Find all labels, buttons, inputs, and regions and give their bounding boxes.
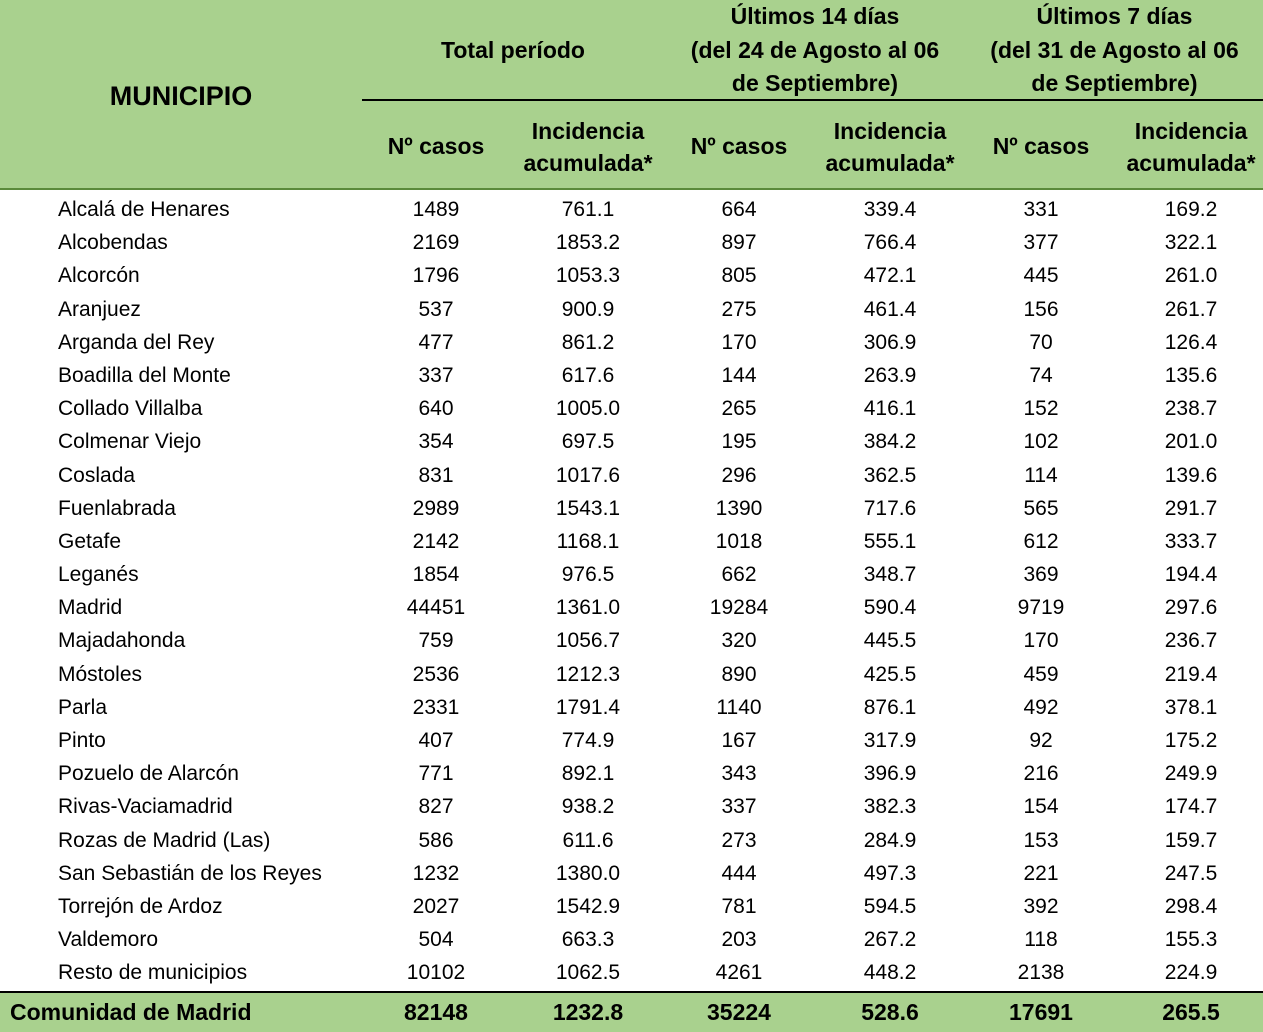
table-row	[0, 857, 1263, 890]
casos-total-cell: 504	[418, 928, 454, 952]
incidencia-total-cell: 1791.4	[555, 695, 621, 719]
table-row	[0, 956, 1263, 989]
municipio-cell: Rivas-Vaciamadrid	[58, 795, 233, 819]
table-header	[0, 0, 1263, 190]
incidencia-total-cell: 1853.2	[555, 231, 621, 255]
casos-7-cell: 492	[1023, 695, 1059, 719]
incidencia-7-cell: 291.7	[1164, 496, 1218, 520]
incidencia-7-cell: 261.7	[1164, 297, 1218, 321]
casos-14-cell: 4261	[715, 961, 763, 985]
incidencia-14-cell: 766.4	[863, 231, 917, 255]
incidencia-14-cell: 717.6	[863, 496, 917, 520]
casos-14-cell: 320	[721, 629, 757, 653]
table-row	[0, 724, 1263, 757]
total-casos: 82148	[404, 999, 468, 1025]
casos-total-cell: 477	[418, 330, 454, 354]
municipio-cell: Alcobendas	[58, 231, 168, 255]
incidencia-7-cell: 333.7	[1164, 529, 1218, 553]
municipio-cell: Coslada	[58, 463, 136, 487]
incidencia-14-cell: 317.9	[863, 729, 917, 752]
casos-total-cell: 2989	[412, 496, 460, 520]
municipio-cell: Colmenar Viejo	[58, 430, 202, 454]
header-divider	[362, 99, 1263, 101]
last-14-days-header: Últimos 14 días (del 24 de Agosto al 06 de Septiembre)	[690, 3, 940, 96]
incidencia-header-7: Incidencia acumulada*	[1126, 118, 1256, 176]
table-row	[0, 492, 1263, 525]
casos-total-cell: 2169	[412, 231, 460, 255]
incidencia-14-cell: 263.9	[863, 363, 917, 387]
incidencia-7-cell: 139.6	[1164, 463, 1218, 487]
incidencia-total-cell: 663.3	[561, 928, 615, 952]
casos-7-cell: 156	[1023, 297, 1059, 321]
casos-total-cell: 2142	[412, 529, 460, 553]
incidencia-total-cell: 900.9	[561, 297, 615, 321]
total-period-header: Total período	[441, 37, 585, 63]
casos-7-cell: 9719	[1017, 596, 1065, 620]
incidencia-total-cell: 1361.0	[555, 596, 621, 620]
casos-7-cell: 92	[1029, 729, 1053, 752]
incidencia-total-cell: 761.1	[561, 198, 615, 221]
casos-total-cell: 1796	[412, 264, 460, 288]
casos-7-cell: 70	[1029, 330, 1053, 354]
table-row	[0, 923, 1263, 956]
casos-14-cell: 265	[721, 397, 757, 421]
casos-7-cell: 459	[1023, 662, 1059, 686]
casos-total-cell: 771	[418, 762, 454, 786]
municipio-cell: Fuenlabrada	[58, 496, 176, 520]
incidencia-7-cell: 298.4	[1164, 894, 1218, 918]
incidencia-total-cell: 697.5	[561, 430, 615, 454]
incidencia-14-cell: 267.2	[863, 928, 917, 952]
municipio-cell: Valdemoro	[58, 928, 158, 952]
municipio-cell: Collado Villalba	[58, 397, 203, 421]
casos-14-cell: 1140	[716, 695, 762, 719]
header-bottom-border	[0, 188, 1263, 190]
casos-14-cell: 144	[721, 363, 757, 387]
casos-total-cell: 2027	[412, 894, 460, 918]
incidencia-14-cell: 416.1	[863, 397, 917, 421]
incidencia-14-cell: 306.9	[863, 330, 917, 354]
incidencia-7-cell: 135.6	[1164, 363, 1218, 387]
incidencia-14-cell: 362.5	[863, 463, 917, 487]
casos-7-cell: 392	[1023, 894, 1059, 918]
table-row	[0, 558, 1263, 591]
table-row	[0, 392, 1263, 425]
municipio-cell: Pozuelo de Alarcón	[58, 762, 239, 786]
municipio-cell: Pinto	[58, 729, 106, 752]
casos-7-cell: 102	[1023, 430, 1059, 454]
incidencia-14-cell: 461.4	[863, 297, 917, 321]
incidencia-7-cell: 236.7	[1164, 629, 1218, 653]
casos-14-cell: 203	[721, 928, 757, 952]
municipio-cell: Boadilla del Monte	[58, 363, 231, 387]
incidencia-total-cell: 611.6	[562, 828, 614, 852]
incidencia-total-cell: 861.2	[561, 330, 615, 354]
incidencia-14-cell: 382.3	[863, 795, 917, 819]
casos-total-cell: 10102	[406, 961, 466, 985]
casos-14-cell: 273	[721, 828, 757, 852]
incidencia-total-cell: 1168.1	[556, 529, 620, 553]
incidencia-total-cell: 938.2	[561, 795, 615, 819]
incidencia-header-14: Incidencia acumulada*	[825, 118, 955, 176]
incidencia-7-cell: 174.7	[1164, 795, 1218, 819]
casos-14-cell: 167	[721, 729, 757, 752]
municipio-cell: Madrid	[58, 596, 123, 620]
incidencia-total-cell: 1543.1	[555, 496, 621, 520]
casos-7-cell: 445	[1023, 264, 1059, 288]
incidencia-14-cell: 284.9	[863, 828, 917, 852]
municipio-cell: Majadahonda	[58, 629, 186, 653]
casos-14-cell: 890	[721, 662, 757, 686]
incidencia-total-cell: 892.1	[561, 762, 615, 786]
table-row	[0, 591, 1263, 624]
table-body	[0, 193, 1263, 990]
incidencia-14-cell: 448.2	[863, 961, 917, 985]
incidencia-total-cell: 1005.0	[555, 397, 621, 421]
table-row	[0, 624, 1263, 657]
casos-total-cell: 537	[418, 297, 454, 321]
casos-7-cell: 221	[1023, 861, 1059, 885]
casos-14-cell: 662	[721, 563, 757, 587]
table-row	[0, 658, 1263, 691]
casos-total-cell: 586	[418, 828, 454, 852]
table-row	[0, 425, 1263, 458]
casos-14-cell: 343	[721, 762, 757, 786]
table-row	[0, 790, 1263, 823]
incidencia-14-cell: 339.4	[863, 198, 917, 221]
municipio-cell: Resto de municipios	[58, 961, 248, 985]
casos-total-cell: 827	[418, 795, 454, 819]
total-incidencia: 1232.8	[552, 999, 624, 1025]
incidencia-7-cell: 175.2	[1164, 729, 1218, 752]
casos-7-cell: 153	[1023, 828, 1059, 852]
municipio-cell: Rozas de Madrid (Las)	[58, 828, 271, 852]
casos-total-cell: 354	[418, 430, 454, 454]
incidencia-7-cell: 194.4	[1164, 563, 1218, 587]
incidencia-7-cell: 224.9	[1164, 961, 1218, 985]
municipio-cell: Arganda del Rey	[58, 330, 215, 354]
table-row	[0, 193, 1263, 226]
casos-14-cell: 170	[721, 330, 757, 354]
casos-total-cell: 1232	[412, 861, 460, 885]
incidencia-14-cell: 594.5	[863, 894, 917, 918]
casos-total-cell: 337	[418, 363, 454, 387]
incidencia-14-cell: 425.5	[863, 662, 917, 686]
table-row	[0, 459, 1263, 492]
municipio-header: MUNICIPIO	[109, 81, 253, 111]
casos-total-cell: 759	[418, 629, 454, 653]
table-row	[0, 757, 1263, 790]
casos-14-cell: 781	[721, 894, 757, 918]
total-casos-7: 17691	[1009, 999, 1073, 1025]
casos-total-cell: 1854	[412, 563, 460, 587]
casos-14-cell: 1018	[715, 529, 763, 553]
municipio-cell: Alcalá de Henares	[58, 198, 230, 221]
incidencia-14-cell: 876.1	[863, 695, 917, 719]
casos-7-cell: 154	[1023, 795, 1059, 819]
municipio-cell: Parla	[58, 695, 108, 719]
casos-7-cell: 331	[1023, 198, 1059, 221]
incidencia-14-cell: 396.9	[863, 762, 917, 786]
municipio-cell: Móstoles	[58, 662, 143, 686]
table-row	[0, 824, 1263, 857]
table-row	[0, 525, 1263, 558]
incidencia-14-cell: 590.4	[863, 596, 917, 620]
incidencia-total-cell: 976.5	[561, 563, 615, 587]
incidencia-7-cell: 126.4	[1164, 330, 1218, 354]
table-row	[0, 691, 1263, 724]
total-casos-14: 35224	[707, 999, 771, 1025]
casos-7-cell: 2138	[1017, 961, 1065, 985]
incidencia-total-cell: 1542.9	[555, 894, 621, 918]
incidencia-7-cell: 155.3	[1164, 928, 1218, 952]
incidencia-total-cell: 1017.6	[555, 463, 621, 487]
incidencia-14-cell: 348.7	[863, 563, 917, 587]
last-7-days-header: Últimos 7 días (del 31 de Agosto al 06 de Septiembre)	[990, 3, 1239, 96]
total-row	[0, 991, 1263, 1032]
incidencia-7-cell: 159.7	[1164, 828, 1218, 852]
incidencia-7-cell: 219.4	[1164, 662, 1218, 686]
casos-total-cell: 831	[418, 463, 454, 487]
incidencia-14-cell: 555.1	[863, 529, 917, 553]
incidencia-total-cell: 1056.7	[555, 629, 621, 653]
casos-14-cell: 897	[721, 231, 757, 255]
casos-14-cell: 805	[721, 264, 757, 288]
total-label: Comunidad de Madrid	[10, 999, 252, 1025]
incidencia-7-cell: 247.5	[1164, 861, 1218, 885]
table-row	[0, 359, 1263, 392]
casos-7-cell: 170	[1023, 629, 1059, 653]
incidencia-7-cell: 378.1	[1164, 695, 1218, 719]
casos-7-cell: 565	[1023, 496, 1059, 520]
casos-14-cell: 296	[721, 463, 757, 487]
casos-header-14: Nº casos	[690, 133, 788, 159]
municipio-cell: Getafe	[58, 529, 122, 553]
casos-total-cell: 640	[418, 397, 454, 421]
incidencia-total-cell: 1212.3	[555, 662, 621, 686]
casos-7-cell: 152	[1023, 397, 1059, 421]
casos-7-cell: 377	[1023, 231, 1059, 255]
casos-header-total: Nº casos	[387, 133, 485, 159]
incidencia-14-cell: 472.1	[863, 264, 917, 288]
incidencia-7-cell: 201.0	[1164, 430, 1218, 454]
incidencia-7-cell: 169.2	[1164, 198, 1218, 221]
incidencia-header-total: Incidencia acumulada*	[523, 118, 653, 176]
incidencia-7-cell: 261.0	[1164, 264, 1218, 288]
casos-header-7: Nº casos	[992, 133, 1090, 159]
incidencia-total-cell: 774.9	[561, 729, 615, 752]
municipio-cell: Torrejón de Ardoz	[58, 894, 223, 918]
table-row	[0, 259, 1263, 292]
table-row	[0, 226, 1263, 259]
casos-total-cell: 1489	[412, 198, 460, 221]
incidencia-7-cell: 238.7	[1164, 397, 1218, 421]
table-row	[0, 293, 1263, 326]
municipio-cell: Aranjuez	[58, 297, 141, 321]
incidencia-14-cell: 384.2	[863, 430, 917, 454]
casos-7-cell: 612	[1023, 529, 1059, 553]
incidencia-7-cell: 297.6	[1164, 596, 1218, 620]
municipio-cell: Leganés	[58, 563, 139, 587]
casos-total-cell: 2536	[412, 662, 460, 686]
incidencia-total-cell: 617.6	[561, 363, 615, 387]
casos-14-cell: 19284	[709, 596, 769, 620]
casos-7-cell: 74	[1029, 363, 1053, 387]
casos-14-cell: 444	[721, 861, 757, 885]
incidencia-total-cell: 1053.3	[555, 264, 621, 288]
incidencia-total-cell: 1062.5	[555, 961, 621, 985]
municipio-cell: Alcorcón	[58, 264, 140, 288]
casos-14-cell: 195	[721, 430, 757, 454]
casos-total-cell: 407	[418, 729, 454, 752]
casos-7-cell: 118	[1024, 928, 1058, 952]
casos-7-cell: 114	[1024, 463, 1058, 487]
total-incidencia-14: 528.6	[861, 999, 919, 1025]
casos-14-cell: 664	[721, 198, 757, 221]
total-incidencia-7: 265.5	[1162, 999, 1220, 1025]
casos-14-cell: 337	[721, 795, 757, 819]
casos-7-cell: 369	[1023, 563, 1059, 587]
incidencia-7-cell: 322.1	[1164, 231, 1218, 255]
casos-14-cell: 275	[721, 297, 757, 321]
casos-total-cell: 44451	[406, 596, 466, 620]
municipio-cell: San Sebastián de los Reyes	[58, 861, 322, 885]
incidencia-14-cell: 497.3	[863, 861, 917, 885]
incidencia-7-cell: 249.9	[1164, 762, 1218, 786]
incidencia-14-cell: 445.5	[863, 629, 917, 653]
casos-7-cell: 216	[1023, 762, 1059, 786]
table-row	[0, 326, 1263, 359]
table-row	[0, 890, 1263, 923]
casos-total-cell: 2331	[412, 695, 460, 719]
casos-14-cell: 1390	[715, 496, 763, 520]
incidencia-total-cell: 1380.0	[555, 861, 621, 885]
